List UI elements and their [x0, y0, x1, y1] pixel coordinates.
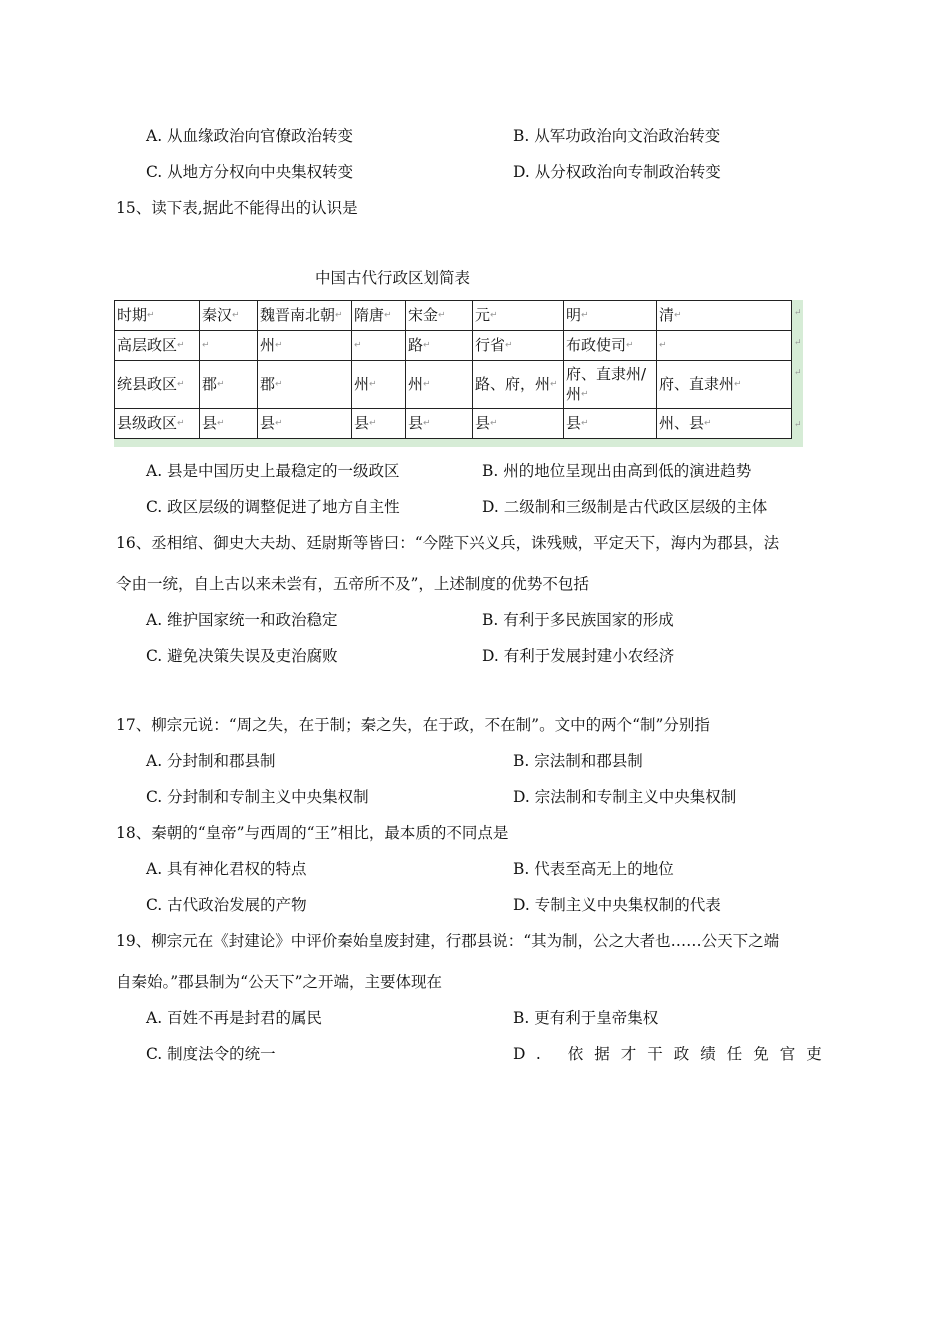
table-header-cell: 宋金↵	[406, 301, 473, 331]
q16-option-d: D. 有利于发展封建小农经济	[482, 647, 675, 665]
q17-stem: 17、柳宗元说：“周之失，在于制；秦之失，在于政，不在制”。文中的两个“制”分别指	[116, 716, 710, 734]
table-header-cell: 秦汉↵	[200, 301, 258, 331]
table-cell: 县↵	[258, 409, 352, 439]
table-cell: 行省↵	[473, 331, 564, 361]
table-header-cell: 元↵	[473, 301, 564, 331]
q19-stem-line2: 自秦始。”郡县制为“公天下”之开端，主要体现在	[116, 973, 443, 991]
table-cell: 州↵	[406, 361, 473, 409]
table-cell: 州、县↵	[657, 409, 792, 439]
table-cell: 县↵	[406, 409, 473, 439]
q15-option-b: B. 州的地位呈现出由高到低的演进趋势	[482, 462, 752, 480]
table-cell: 县↵	[352, 409, 406, 439]
table-cell: ↵	[200, 331, 258, 361]
table-cell: ↵	[352, 331, 406, 361]
table-header-cell: 明↵	[564, 301, 657, 331]
table-cell: 统县政区↵	[115, 361, 200, 409]
table-caption: 中国古代行政区划简表	[315, 269, 471, 287]
table-header-cell: 清↵	[657, 301, 792, 331]
q19-option-d: D. 依据才干政绩任免官吏	[513, 1045, 833, 1063]
table-cell: 州↵	[258, 331, 352, 361]
q16-stem-line2: 令由一统，自上古以来未尝有，五帝所不及”，上述制度的优势不包括	[116, 575, 589, 593]
q18-option-b: B. 代表至高无上的地位	[513, 860, 674, 878]
table-cell: 州↵	[352, 361, 406, 409]
table-header-cell: 隋唐↵	[352, 301, 406, 331]
q14-option-a: A. 从血缘政治向官僚政治转变	[146, 127, 354, 145]
q16-stem-line1: 16、丞相绾、御史大夫劫、廷尉斯等皆曰：“今陛下兴义兵，诛残贼，平定天下，海内为郡县，法	[116, 534, 780, 552]
q18-option-c: C. 古代政治发展的产物	[146, 896, 307, 914]
q19-option-a: A. 百姓不再是封君的属民	[146, 1009, 323, 1027]
q14-option-d: D. 从分权政治向专制政治转变	[513, 163, 721, 181]
admin-division-table-frame	[114, 300, 803, 447]
table-cell: 郡↵	[200, 361, 258, 409]
q19-option-b: B. 更有利于皇帝集权	[513, 1009, 659, 1027]
q15-option-a: A. 县是中国历史上最稳定的一级政区	[146, 462, 400, 480]
table-cell: 郡↵	[258, 361, 352, 409]
table-cell: 县级政区↵	[115, 409, 200, 439]
table-cell: 府、直隶州↵	[657, 361, 792, 409]
q19-stem-line1: 19、柳宗元在《封建论》中评价秦始皇废封建，行郡县说：“其为制，公之大者也……公天下之端	[116, 932, 780, 950]
table-cell: 路、府，州↵	[473, 361, 564, 409]
q18-option-d: D. 专制主义中央集权制的代表	[513, 896, 721, 914]
table-cell: 路↵	[406, 331, 473, 361]
q14-option-c: C. 从地方分权向中央集权转变	[146, 163, 354, 181]
q17-option-c: C. 分封制和专制主义中央集权制	[146, 788, 369, 806]
q17-option-d: D. 宗法制和专制主义中央集权制	[513, 788, 737, 806]
q15-option-d: D. 二级制和三级制是古代政区层级的主体	[482, 498, 768, 516]
q16-option-c: C. 避免决策失误及吏治腐败	[146, 647, 338, 665]
table-row	[115, 361, 792, 409]
table-cell: 县↵	[200, 409, 258, 439]
table-cell: 高层政区↵	[115, 331, 200, 361]
q18-stem: 18、秦朝的“皇帝”与西周的“王”相比，最本质的不同点是	[116, 824, 509, 842]
table-cell: 县↵	[564, 409, 657, 439]
table-cell: ↵	[657, 331, 792, 361]
table-header-row	[115, 301, 792, 331]
q17-option-b: B. 宗法制和郡县制	[513, 752, 643, 770]
q15-option-c: C. 政区层级的调整促进了地方自主性	[146, 498, 400, 516]
q16-option-a: A. 维护国家统一和政治稳定	[146, 611, 338, 629]
table-cell: 府、直隶州/州↵	[564, 361, 657, 409]
admin-division-table	[114, 300, 792, 439]
q18-option-a: A. 具有神化君权的特点	[146, 860, 307, 878]
table-row	[115, 409, 792, 439]
q19-option-c: C. 制度法令的统一	[146, 1045, 276, 1063]
table-row	[115, 331, 792, 361]
q17-option-a: A. 分封制和郡县制	[146, 752, 276, 770]
table-header-cell: 魏晋南北朝↵	[258, 301, 352, 331]
table-header-cell: 时期↵	[115, 301, 200, 331]
table-cell: 布政使司↵	[564, 331, 657, 361]
q16-option-b: B. 有利于多民族国家的形成	[482, 611, 674, 629]
table-cell: 县↵	[473, 409, 564, 439]
q15-stem: 15、读下表,据此不能得出的认识是	[116, 199, 358, 217]
q14-option-b: B. 从军功政治向文治政治转变	[513, 127, 721, 145]
